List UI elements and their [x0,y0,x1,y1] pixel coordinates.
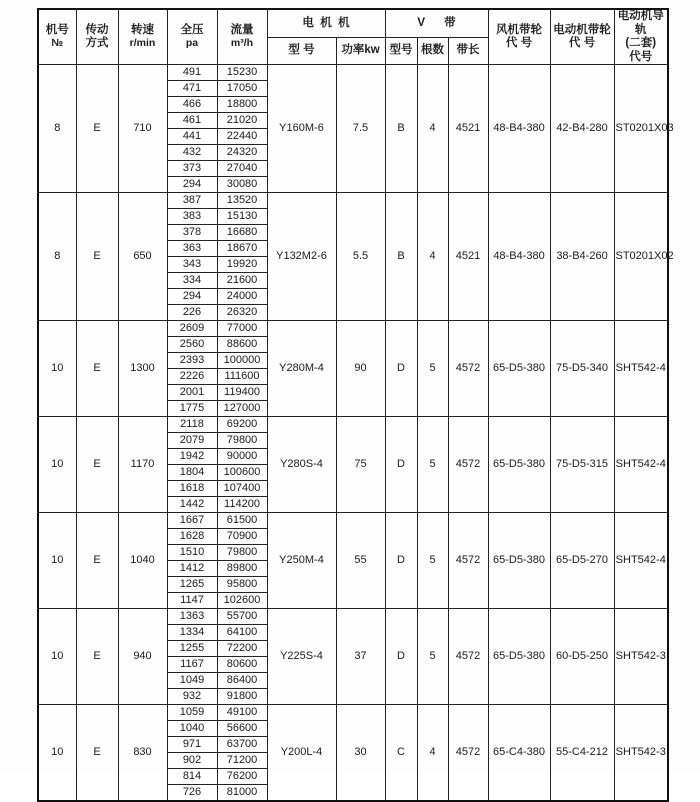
flow-cell: 127000 [217,401,267,417]
motor-power-cell: 75 [336,417,385,513]
flow-cell: 56600 [217,721,267,737]
rail-code-cell: SHT542-4 [614,321,668,417]
pressure-cell: 1040 [167,721,217,737]
col-header-motor-power: 功率kw [336,37,385,65]
motor-pulley-cell: 75-D5-315 [550,417,614,513]
pressure-cell: 1167 [167,657,217,673]
flow-cell: 89800 [217,561,267,577]
motor-model-cell: Y160M-6 [267,65,336,193]
motor-model-cell: Y132M2-6 [267,193,336,321]
motor-pulley-cell: 60-D5-250 [550,609,614,705]
belt-count-cell: 4 [417,65,448,193]
flow-cell: 16680 [217,225,267,241]
pressure-cell: 902 [167,753,217,769]
motor-power-cell: 37 [336,609,385,705]
drive-mode-cell: E [76,321,118,417]
belt-type-cell: D [385,321,417,417]
flow-cell: 27040 [217,161,267,177]
drive-mode-cell: E [76,513,118,609]
pressure-cell: 471 [167,81,217,97]
motor-model-cell: Y200L-4 [267,705,336,802]
pressure-cell: 2001 [167,385,217,401]
pressure-cell: 226 [167,305,217,321]
col-header-motor-model: 型 号 [267,37,336,65]
col-header-flow: 流量 m³/h [217,9,267,65]
belt-length-cell: 4572 [448,705,488,802]
pressure-cell: 441 [167,129,217,145]
flow-cell: 72200 [217,641,267,657]
pressure-cell: 1510 [167,545,217,561]
pressure-cell: 2393 [167,353,217,369]
pressure-cell: 387 [167,193,217,209]
fan-motor-spec-table [37,8,674,802]
pressure-cell: 1059 [167,705,217,721]
flow-cell: 19920 [217,257,267,273]
flow-cell: 63700 [217,737,267,753]
header-row-top [38,9,668,37]
flow-cell: 100000 [217,353,267,369]
pressure-cell: 1147 [167,593,217,609]
pressure-cell: 2609 [167,321,217,337]
flow-cell: 21020 [217,113,267,129]
flow-cell: 13520 [217,193,267,209]
pressure-cell: 1412 [167,561,217,577]
belt-length-cell: 4572 [448,321,488,417]
flow-cell: 79800 [217,545,267,561]
belt-type-cell: D [385,513,417,609]
fan-pulley-cell: 65-D5-380 [488,513,550,609]
belt-count-cell: 4 [417,193,448,321]
rail-code-cell: ST0201X03 [614,65,668,193]
flow-cell: 88600 [217,337,267,353]
flow-cell: 18800 [217,97,267,113]
flow-cell: 15130 [217,209,267,225]
flow-cell: 15230 [217,65,267,81]
pressure-cell: 1618 [167,481,217,497]
machine-no-cell: 8 [38,65,76,193]
belt-count-cell: 4 [417,705,448,802]
pressure-cell: 294 [167,289,217,305]
pressure-cell: 2560 [167,337,217,353]
motor-power-cell: 5.5 [336,193,385,321]
motor-power-cell: 90 [336,321,385,417]
flow-cell: 91800 [217,689,267,705]
col-header-belt-count: 根数 [417,37,448,65]
drive-mode-cell: E [76,609,118,705]
motor-pulley-cell: 42-B4-280 [550,65,614,193]
col-header-fan-pulley: 风机带轮 代 号 [488,9,550,65]
speed-cell: 940 [118,609,167,705]
belt-type-cell: B [385,193,417,321]
drive-mode-cell: E [76,417,118,513]
motor-model-cell: Y280M-4 [267,321,336,417]
pressure-cell: 1775 [167,401,217,417]
flow-cell: 21600 [217,273,267,289]
flow-cell: 26320 [217,305,267,321]
flow-cell: 49100 [217,705,267,721]
belt-length-cell: 4572 [448,417,488,513]
motor-power-cell: 55 [336,513,385,609]
flow-cell: 71200 [217,753,267,769]
col-header-motor-group: 电 机 机 [267,9,385,37]
table-row [38,513,668,529]
machine-no-cell: 10 [38,513,76,609]
flow-cell: 22440 [217,129,267,145]
pressure-cell: 363 [167,241,217,257]
fan-pulley-cell: 48-B4-380 [488,65,550,193]
speed-cell: 1170 [118,417,167,513]
motor-power-cell: 30 [336,705,385,802]
flow-cell: 90000 [217,449,267,465]
col-header-belt-type: 型号 [385,37,417,65]
table-header [38,9,668,65]
drive-mode-cell: E [76,705,118,802]
pressure-cell: 1334 [167,625,217,641]
table-row [38,321,668,337]
belt-length-cell: 4521 [448,193,488,321]
flow-cell: 81000 [217,785,267,802]
fan-pulley-cell: 65-D5-380 [488,609,550,705]
pressure-cell: 2118 [167,417,217,433]
motor-model-cell: Y280S-4 [267,417,336,513]
motor-power-cell: 7.5 [336,65,385,193]
pressure-cell: 373 [167,161,217,177]
fan-pulley-cell: 48-B4-380 [488,193,550,321]
table-row [38,65,668,81]
pressure-cell: 1363 [167,609,217,625]
table-row [38,705,668,721]
drive-mode-cell: E [76,65,118,193]
motor-pulley-cell: 55-C4-212 [550,705,614,802]
belt-type-cell: C [385,705,417,802]
flow-cell: 76200 [217,769,267,785]
pressure-cell: 432 [167,145,217,161]
rail-code-cell: SHT542-4 [614,417,668,513]
belt-length-cell: 4572 [448,609,488,705]
pressure-cell: 1049 [167,673,217,689]
fan-pulley-cell: 65-D5-380 [488,321,550,417]
speed-cell: 1040 [118,513,167,609]
pressure-cell: 334 [167,273,217,289]
pressure-cell: 1667 [167,513,217,529]
flow-cell: 102600 [217,593,267,609]
pressure-cell: 1804 [167,465,217,481]
fan-pulley-cell: 65-D5-380 [488,417,550,513]
flow-cell: 64100 [217,625,267,641]
drive-mode-cell: E [76,193,118,321]
belt-length-cell: 4521 [448,65,488,193]
machine-no-cell: 8 [38,193,76,321]
pressure-cell: 466 [167,97,217,113]
fan-pulley-cell: 65-C4-380 [488,705,550,802]
belt-type-cell: D [385,417,417,513]
flow-cell: 61500 [217,513,267,529]
table-row [38,417,668,433]
flow-cell: 18670 [217,241,267,257]
col-header-pressure: 全压 pa [167,9,217,65]
flow-cell: 107400 [217,481,267,497]
machine-no-cell: 10 [38,417,76,513]
flow-cell: 17050 [217,81,267,97]
pressure-cell: 1265 [167,577,217,593]
col-header-machine-no: 机号 № [38,9,76,65]
machine-no-cell: 10 [38,609,76,705]
belt-count-cell: 5 [417,609,448,705]
flow-cell: 114200 [217,497,267,513]
pressure-cell: 932 [167,689,217,705]
belt-type-cell: D [385,609,417,705]
motor-model-cell: Y225S-4 [267,609,336,705]
flow-cell: 30080 [217,177,267,193]
motor-model-cell: Y250M-4 [267,513,336,609]
belt-count-cell: 5 [417,321,448,417]
speed-cell: 830 [118,705,167,802]
motor-pulley-cell: 65-D5-270 [550,513,614,609]
flow-cell: 77000 [217,321,267,337]
flow-cell: 100600 [217,465,267,481]
flow-cell: 24320 [217,145,267,161]
flow-cell: 69200 [217,417,267,433]
flow-cell: 86400 [217,673,267,689]
pressure-cell: 814 [167,769,217,785]
motor-pulley-cell: 38-B4-260 [550,193,614,321]
col-header-motor-pulley: 电动机带轮 代 号 [550,9,614,65]
col-header-speed: 转速 r/min [118,9,167,65]
flow-cell: 55700 [217,609,267,625]
rail-code-cell: SHT542-3 [614,705,668,802]
belt-length-cell: 4572 [448,513,488,609]
machine-no-cell: 10 [38,705,76,802]
col-header-motor-rail: 电动机导轨 (二套) 代号 [614,9,668,65]
flow-cell: 95800 [217,577,267,593]
pressure-cell: 383 [167,209,217,225]
belt-count-cell: 5 [417,417,448,513]
col-header-belt-length: 带长 [448,37,488,65]
table-body [38,65,674,802]
table-row [38,609,668,625]
pressure-cell: 1442 [167,497,217,513]
flow-cell: 70900 [217,529,267,545]
pressure-cell: 491 [167,65,217,81]
speed-cell: 710 [118,65,167,193]
pressure-cell: 1255 [167,641,217,657]
col-header-belt-group: V 带 [385,9,488,37]
pressure-cell: 343 [167,257,217,273]
pressure-cell: 726 [167,785,217,802]
machine-no-cell: 10 [38,321,76,417]
flow-cell: 24000 [217,289,267,305]
flow-cell: 79800 [217,433,267,449]
pressure-cell: 2079 [167,433,217,449]
pressure-cell: 461 [167,113,217,129]
speed-cell: 1300 [118,321,167,417]
flow-cell: 119400 [217,385,267,401]
pressure-cell: 2226 [167,369,217,385]
flow-cell: 111600 [217,369,267,385]
speed-cell: 650 [118,193,167,321]
pressure-cell: 294 [167,177,217,193]
table-row [38,193,668,209]
pressure-cell: 378 [167,225,217,241]
flow-cell: 80600 [217,657,267,673]
pressure-cell: 971 [167,737,217,753]
rail-code-cell: SHT542-3 [614,609,668,705]
pressure-cell: 1942 [167,449,217,465]
belt-type-cell: B [385,65,417,193]
pressure-cell: 1628 [167,529,217,545]
col-header-drive-mode: 传动 方式 [76,9,118,65]
belt-count-cell: 5 [417,513,448,609]
rail-code-cell: ST0201X02 [614,193,668,321]
rail-code-cell: SHT542-4 [614,513,668,609]
motor-pulley-cell: 75-D5-340 [550,321,614,417]
